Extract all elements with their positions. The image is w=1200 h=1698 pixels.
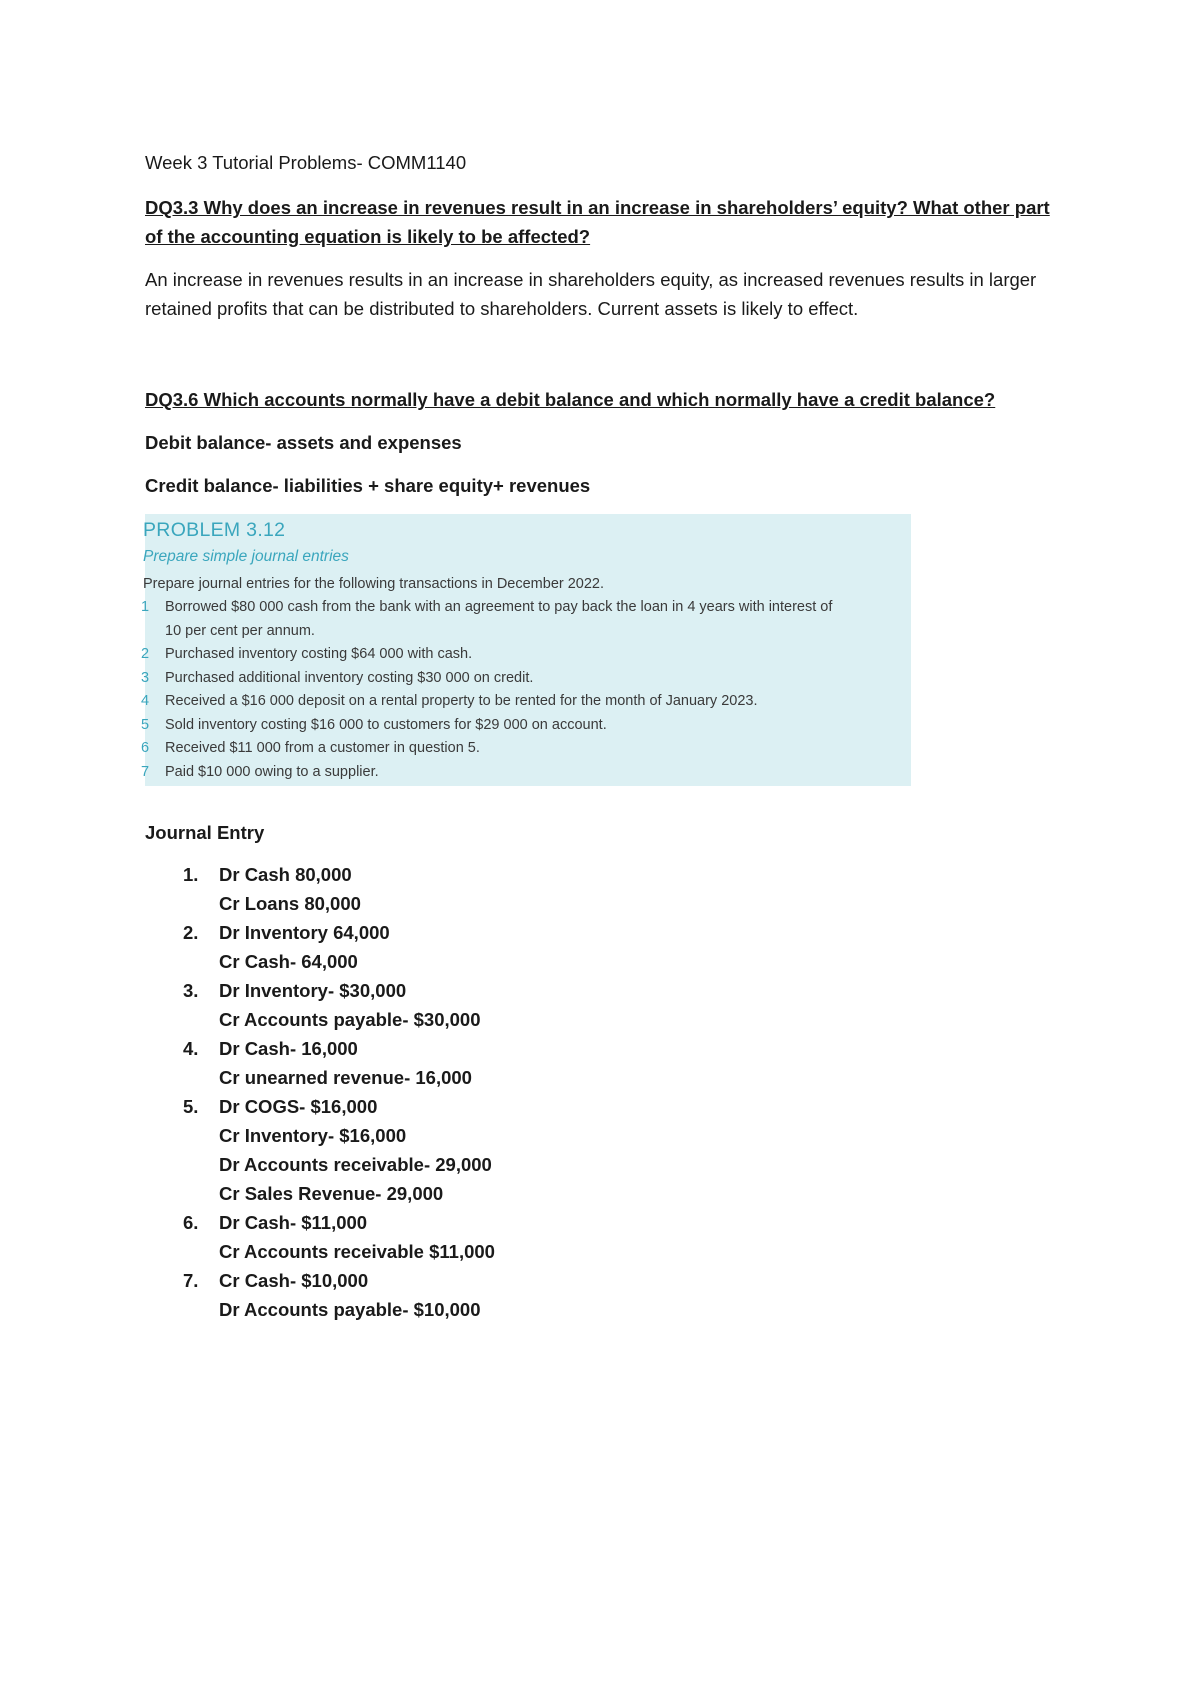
journal-entry-line: Cr Inventory- $16,000: [219, 1125, 407, 1146]
journal-entry-line: Dr Accounts receivable- 29,000: [219, 1154, 492, 1175]
journal-entry: [145, 918, 1065, 976]
journal-entry: [145, 1034, 1065, 1092]
problem-item: [141, 714, 911, 738]
credit-balance-answer: Credit balance- liabilities + share equity+ revenues: [145, 475, 591, 496]
journal-entry: [145, 1266, 1065, 1324]
question-dq3-6-heading: DQ3.6 Which accounts normally have a debit balance and which normally have a credit balance?: [145, 389, 996, 410]
journal-entry-line: Dr Inventory 64,000: [219, 922, 390, 943]
problem-item-text: Received a $16 000 deposit on a rental property to be rented for the month of January 2023.: [165, 693, 758, 709]
journal-entry-line: Cr Cash- $10,000: [219, 1270, 369, 1291]
journal-entry-line: Dr Cash- $11,000: [219, 1212, 368, 1233]
problem-intro: Prepare journal entries for the following transactions in December 2022.: [143, 576, 605, 592]
problem-item: [141, 690, 911, 714]
problem-item-text: Paid $10 000 owing to a supplier.: [165, 763, 379, 780]
journal-entry-list: [145, 860, 1065, 1324]
problem-item: [141, 643, 911, 667]
journal-entry-line: Dr Cash 80,000: [219, 864, 352, 885]
problem-item-number: 4: [141, 693, 150, 709]
journal-entry: [145, 860, 1065, 918]
journal-entry-line: Cr Loans 80,000: [219, 893, 361, 914]
problem-title: PROBLEM 3.12: [143, 519, 286, 541]
problem-item-text: 10 per cent per annum.: [165, 622, 315, 639]
journal-entry: [145, 1208, 1065, 1266]
journal-entry-line: Cr Accounts payable- $30,000: [219, 1009, 481, 1030]
journal-entry-number: 4.: [183, 1038, 199, 1059]
problem-3-12-image: [141, 514, 911, 786]
journal-entry-number: 5.: [183, 1096, 199, 1117]
journal-entry: [145, 1092, 1065, 1208]
journal-entry: [145, 976, 1065, 1034]
problem-item-number: 1: [141, 599, 150, 615]
problem-list: [141, 596, 911, 784]
journal-entry-line: Cr Sales Revenue- 29,000: [219, 1183, 444, 1204]
journal-entry-number: 6.: [183, 1212, 199, 1233]
problem-item: [145, 620, 911, 644]
problem-item-text: Sold inventory costing $16 000 to customers for $29 000 on account.: [165, 716, 607, 733]
problem-item-text: Received $11 000 from a customer in question 5.: [165, 740, 480, 756]
journal-entry-number: 1.: [183, 864, 199, 885]
journal-entry-line: Cr Accounts receivable $11,000: [219, 1241, 495, 1262]
question-dq3-3-heading: DQ3.3 Why does an increase in revenues result in an increase in shareholders’ equity? What other part of the accounting equation is likely to be affected?: [145, 197, 1050, 247]
journal-entry-title: Journal Entry: [145, 822, 265, 843]
debit-balance-answer: Debit balance- assets and expenses: [145, 432, 462, 453]
problem-item: [141, 667, 911, 691]
problem-item-text: Borrowed $80 000 cash from the bank with an agreement to pay back the loan in 4 years with interest of: [165, 599, 833, 615]
document-title: Week 3 Tutorial Problems- COMM1140: [145, 152, 467, 173]
problem-item: [141, 596, 911, 620]
problem-item-text: Purchased inventory costing $64 000 with cash.: [165, 646, 473, 662]
journal-entry-number: 3.: [183, 980, 199, 1001]
document-page: [141, 148, 1065, 1324]
problem-item-number: 3: [141, 669, 150, 686]
problem-item-number: 7: [141, 763, 150, 780]
journal-entry-number: 7.: [183, 1270, 199, 1291]
journal-entry-line: Dr COGS- $16,000: [219, 1096, 378, 1117]
problem-item-number: 5: [141, 716, 150, 733]
journal-entry-line: Cr unearned revenue- 16,000: [219, 1067, 472, 1088]
problem-item-number: 2: [141, 646, 150, 662]
journal-entry-line: Dr Accounts payable- $10,000: [219, 1299, 481, 1320]
spacer: [145, 323, 1065, 385]
journal-entry-line: Cr Cash- 64,000: [219, 951, 358, 972]
journal-entry-line: Dr Inventory- $30,000: [219, 980, 407, 1001]
problem-subtitle: Prepare simple journal entries: [143, 548, 349, 565]
question-dq3-3-answer: An increase in revenues results in an increase in shareholders equity, as increased revenues results in larger retained profits that can be distributed to shareholders. Current assets is likely to effect.: [145, 269, 1037, 319]
problem-item-number: 6: [141, 740, 150, 756]
problem-item: [141, 761, 911, 785]
journal-entry-number: 2.: [183, 922, 199, 943]
problem-item: [141, 737, 911, 761]
problem-item-text: Purchased additional inventory costing $30 000 on credit.: [165, 669, 534, 686]
journal-entry-line: Dr Cash- 16,000: [219, 1038, 358, 1059]
